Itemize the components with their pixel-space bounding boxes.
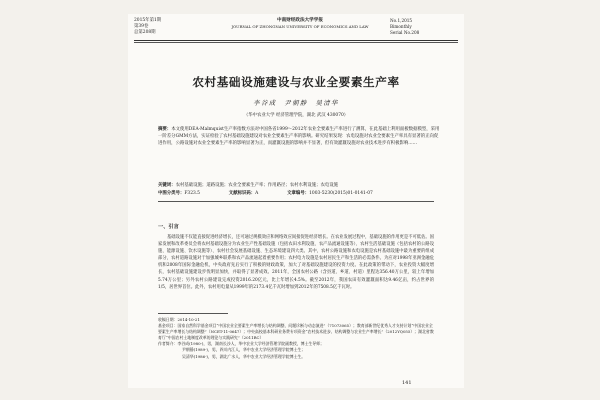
keywords-text: 农村基础设施；道路设施；农业全要素生产率；作用路径；农村水利设施；农电设施 [175,183,339,188]
header-rule [134,40,458,41]
doc-code-label: 文献标识码： [228,191,256,196]
footnote-author-2: 尹朝静(1989-)，男，四川内江人，华中农业大学经济管理学院博士生； [182,347,306,353]
doc-code-value: A [255,191,259,196]
section-body-introduction: 基础设施不仅能直接促进经济增长，还可通过规模效应和网络效应间接促进经济增长。在农业发展过程中，基础设施的作用更是不可低估。国家发展和改革委员会将农村基础设施分为农业生产性基础设施（包括农田水利设施、农产品流通设施等）、农村生活基础设施（包括农村的公路设施、能源设施、饮水设施等）、农村社会发展基础设施、生态环境建设四大类。其中，农村公路设施和农电设施是农村基础设施中最为重要的组成部分，农村道路设施对于加强城乡联系和农产品流通起着重要作用；农村电力设施是农村居民生产和生活的必需条件。为应对1998年亚洲金融危机和2008年国际金融危机，中央政府先后实行了积极的财政政策，加大了对基础设施建设的投资力度。在此政策的带动下，农业投资大幅度增长，农村基础设施建设步伐明显加快，并取得了显著成效。2011年，全国农村公路（含县道、乡道、村道）里程达356.40万公里，较上年增加5.74万公里；另外农村公路建设完成投资2016.20亿元，比上年增长4.5%。截至2012年，我国农田有效灌溉面积达9.46亿亩，约占世界的1/5，居世界首位。此外，农村用电量从1999年的2173.4亿千瓦时增加到2012年的7508.5亿千瓦时。 [158,235,434,290]
page-number: 141 [402,380,412,386]
header-serial-line: 总第208期 [134,30,156,35]
footnotes [158,317,434,360]
article-id-value: 1003-5230(2015)01-0141-07 [309,191,373,196]
abstract-divider [158,201,434,202]
header-volume-line: 第39卷 [134,24,149,29]
header-rule-thin [134,42,458,43]
footnote-funding: 基金项目：国家自然科学基金项目“中国农业全要素生产率增长与结构调整、问题诊断与动态演进”（71073065）；教育部新世纪优秀人才支持计划“中国农业全要素生产率增长与结构调整”（NCET-11-0647）；中央高校基本科研业务费专项资金“农村技术进步、结构调整与农业生产率增长”（2012YQ055）；湖北省教育厅“中国农村土地制度改革的理论与实践研究”（2011RC） [158,323,434,341]
footnote-received-date: 收稿日期：2014-10-21 [158,317,200,322]
header-issue-en: No.1,2015 [390,18,413,23]
clc-label: 中图分类号： [158,191,185,196]
journal-page [128,14,464,388]
header-issue-info [134,18,161,36]
article-title: 农村基础设施建设与农业全要素生产率 [192,75,400,89]
section-heading-introduction: 一、引言 [158,224,179,230]
header-frequency-en: Bimonthly [390,24,412,29]
footnote-author-3: 吴清华(1986-)，男，湖北广水人，华中农业大学经济管理学院博士生。 [182,353,306,359]
journal-name-cn: 中南财经政法大学学报 [277,18,323,23]
article-affiliation: （华中农业大学 经济管理学院，湖北 武汉 430070） [243,113,349,118]
article-id-label: 文章编号： [287,191,310,196]
header-journal-name [220,18,380,30]
abstract-label: 摘要： [158,127,172,132]
clc-value: F323.5 [184,191,200,196]
abstract-text: 本文使用DEA-Malmquist生产率指数方法对中国各省1999～2012年农业全要素生产率进行了测算，在此基础上利用面板数据模型，采用一阶差分GMM方法，实证检验了农村基础设施建设对农业全要素生产率的影响。研究结果发现：农电设施对农业全要素生产率具有显著的正向促进作用，公路设施对农业全要素生产率的影响显著为正，而灌溉设施的影响并不显著，但有效灌溉设施对农业技术进步有积极影响…… [158,127,440,146]
header-issue-line: 2015年第1期 [134,18,162,23]
header-issue-info-en [390,18,419,36]
abstract [158,126,442,147]
keywords-line [158,182,338,188]
footnote-author-1: 作者简介：李谷成(1980-)，男，湖南长沙人，华中农业大学经济管理学院副教授，博士生导师； [158,341,324,347]
journal-name-en: JOURNAL OF ZHONGNAN UNIVERSITY OF ECONOMICS AND LAW [231,24,369,29]
article-authors: 李谷成 尹朝静 吴清华 [253,99,339,107]
footnote-rule [158,313,228,314]
header-serial-en: Serial No.208 [390,30,420,35]
keywords-label: 关键词： [158,183,176,188]
classification-line [158,190,373,196]
